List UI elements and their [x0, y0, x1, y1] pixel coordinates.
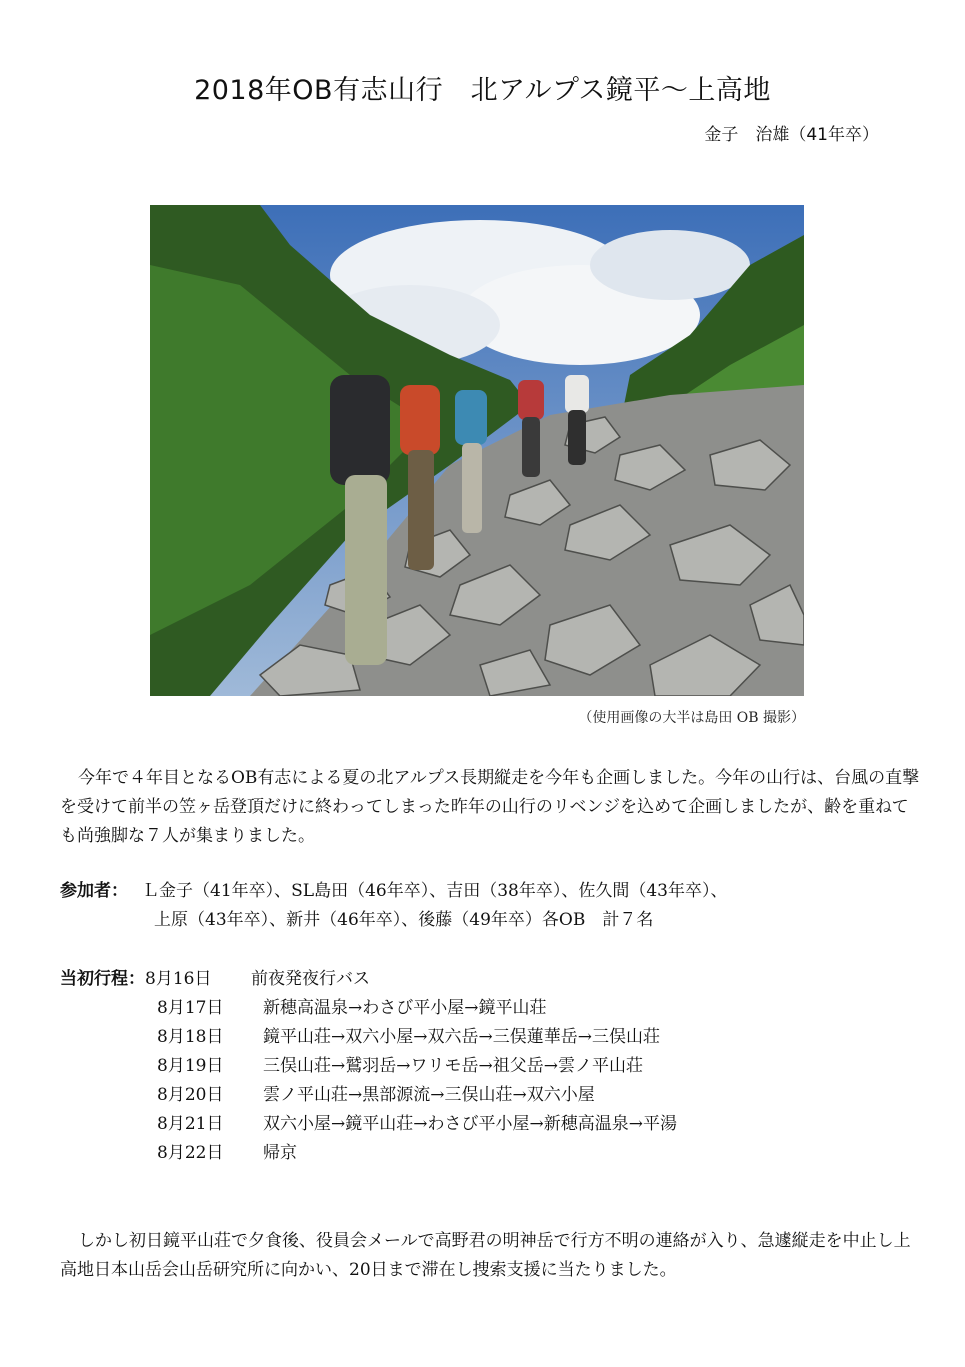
participants-line-2: 上原（43年卒）、新井（46年卒）、後藤（49年卒）各OB 計７名: [154, 910, 654, 930]
participants-line-1: Ｌ金子（41年卒）、SL島田（46年卒）、吉田（38年卒）、佐久間（43年卒）、: [142, 881, 728, 901]
schedule-row-4: [157, 1081, 595, 1110]
schedule-route: 前夜発夜行バス: [251, 969, 370, 989]
schedule-date: 8月20日: [157, 1085, 224, 1105]
schedule-route: 新穂高温泉→わさび平小屋→鏡平山荘: [263, 998, 547, 1018]
schedule-route: 雲ノ平山荘→黒部源流→三俣山荘→双六小屋: [263, 1085, 595, 1105]
schedule-label: 当初行程：: [60, 969, 145, 989]
schedule-row-5: [157, 1110, 677, 1139]
photo-caption: （使用画像の大半は島田 OB 撮影）: [578, 710, 805, 726]
schedule-row-6: [157, 1139, 297, 1168]
author-line: 金子 治雄（41年卒）: [704, 125, 879, 145]
schedule-route: 鏡平山荘→双六小屋→双六岳→三俣蓮華岳→三俣山荘: [263, 1027, 660, 1047]
page-title: 2018年OB有志山行 北アルプス鏡平～上高地: [194, 75, 771, 106]
schedule-row-0: [60, 965, 370, 994]
participants-row-1: [60, 877, 727, 906]
hiking-photo: [150, 205, 804, 696]
schedule-route: 三俣山荘→鷲羽岳→ワリモ岳→祖父岳→雲ノ平山荘: [263, 1056, 643, 1076]
schedule-date: 8月18日: [157, 1027, 224, 1047]
schedule-date: 8月22日: [157, 1143, 224, 1163]
schedule-row-2: [157, 1023, 660, 1052]
closing-paragraph: しかし初日鏡平山荘で夕食後、役員会メールで高野君の明神岳で行方不明の連絡が入り、急遽縦走を中止し上高地日本山岳会山岳研究所に向かい、20日まで滞在し捜索支援に当たりました。: [60, 1231, 911, 1280]
schedule-route: 帰京: [263, 1143, 297, 1163]
schedule-date: 8月21日: [157, 1114, 224, 1134]
schedule-route: 双六小屋→鏡平山荘→わさび平小屋→新穂高温泉→平湯: [263, 1114, 677, 1134]
schedule-row-1: [157, 994, 547, 1023]
schedule-date: 8月17日: [157, 998, 224, 1018]
schedule-row-3: [157, 1052, 643, 1081]
schedule-date: 8月19日: [157, 1056, 224, 1076]
intro-paragraph: 今年で４年目となるOB有志による夏の北アルプス長期縦走を今年も企画しました。今年の山行は、台風の直撃を受けて前半の笠ヶ岳登頂だけに終わってしまった昨年の山行のリベンジを込めて企画しましたが、齢を重ねても尚強脚な７人が集まりました。: [60, 768, 920, 846]
participants-label: 参加者：: [60, 881, 128, 901]
schedule-date: 8月16日: [145, 969, 212, 989]
